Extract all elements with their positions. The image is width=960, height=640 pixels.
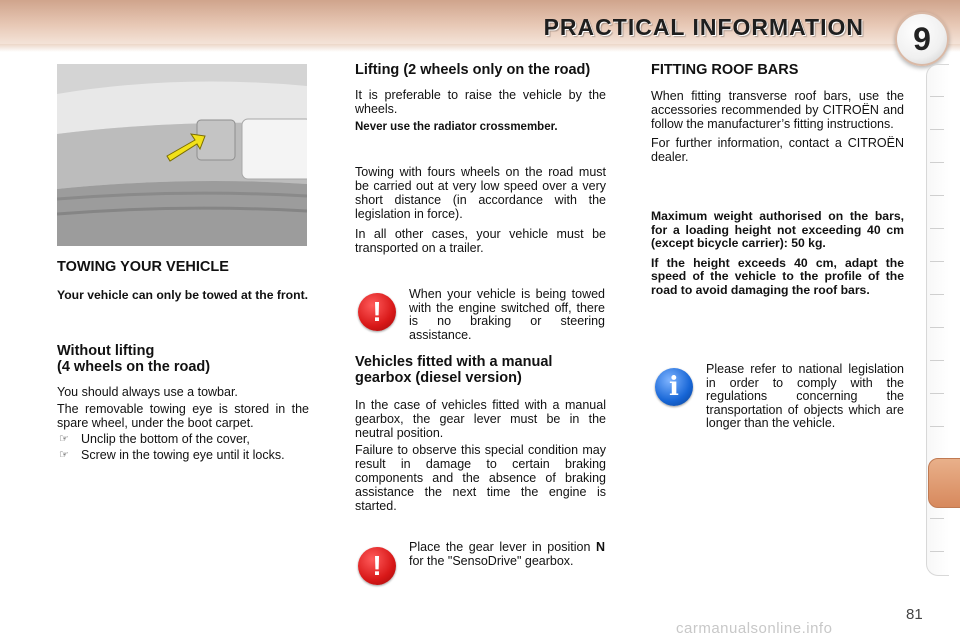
rail-tick xyxy=(930,426,944,427)
without-lifting-heading-line2: (4 wheels on the road) xyxy=(57,358,211,375)
info-note-legislation: Please refer to national legislation in order to comply with the regulations concerning the transportation of objects which are longer than the vehicle. xyxy=(706,362,904,430)
trailer-paragraph: In all other cases, your vehicle must be transported on a trailer. xyxy=(355,226,606,255)
rail-tick xyxy=(930,327,944,328)
lifting-paragraph: It is preferable to raise the vehicle by the wheels. xyxy=(355,88,606,116)
rail-tick xyxy=(930,393,944,394)
rail-tick xyxy=(930,129,944,130)
neutral-paragraph: In the case of vehicles fitted with a manual gearbox, the gear lever must be in the neutral position. xyxy=(355,398,606,440)
four-wheels-paragraph: Towing with fours wheels on the road must be carried out at very low speed over a very short distance (in accordance with the legislation in force). xyxy=(355,164,606,221)
pointing-hand-icon: ☞ xyxy=(59,448,69,461)
roof-bars-heading: FITTING ROOF BARS xyxy=(651,62,799,78)
failure-paragraph: Failure to observe this special condition may result in damage to certain braking components and the absence of braking assistance the next time the engine is started. xyxy=(355,443,606,513)
page-number: 81 xyxy=(906,606,923,623)
speed-note: If the height exceeds 40 cm, adapt the speed of the vehicle to the profile of the road to avoid damaging the roof bars. xyxy=(651,255,904,297)
page-title: PRACTICAL INFORMATION xyxy=(543,14,864,40)
list-item xyxy=(57,448,309,462)
middle-column-top xyxy=(355,62,606,262)
steps-list xyxy=(57,432,309,462)
warning-note-towed: When your vehicle is being towed with the engine switched off, there is no braking or steering assistance. xyxy=(409,287,605,342)
radiator-warning: Never use the radiator crossmember. xyxy=(355,121,558,133)
gear-position-key: N xyxy=(595,540,605,554)
rail-tick xyxy=(930,162,944,163)
rail-tick xyxy=(930,96,944,97)
right-column xyxy=(651,62,904,304)
pointing-hand-icon: ☞ xyxy=(59,432,69,445)
bumper-illustration xyxy=(57,64,307,246)
rail-tick xyxy=(930,195,944,196)
towing-eye-photo xyxy=(57,64,307,246)
middle-column-bottom xyxy=(355,354,606,520)
info-icon: i xyxy=(655,368,693,406)
left-column xyxy=(57,259,309,464)
roof-bars-paragraph: When fitting transverse roof bars, use the accessories recommended by CITROËN and follow the manufacturer’s fitting instructions. xyxy=(651,89,904,131)
rail-tick xyxy=(930,551,944,552)
gear-note-text: Place the gear lever in position xyxy=(409,540,596,554)
warning-note-gear xyxy=(409,541,605,568)
lifting-heading: Lifting (2 wheels only on the road) xyxy=(355,62,591,78)
rail-tick xyxy=(930,518,944,519)
max-weight-note: Maximum weight authorised on the bars, for a loading height not exceeding 40 cm (except bicycle carrier): 50 kg. xyxy=(651,209,904,250)
watermark: carmanualsonline.info xyxy=(676,620,833,637)
towing-front-note: Your vehicle can only be towed at the front. xyxy=(57,288,309,302)
chapter-tab-active[interactable] xyxy=(928,458,960,508)
gear-note-text: for the "SensoDrive" gearbox. xyxy=(409,553,574,568)
header-band-shadow xyxy=(0,44,960,52)
towing-eye-paragraph: The removable towing eye is stored in the spare wheel, under the boot carpet. xyxy=(57,401,309,430)
dealer-paragraph: For further information, contact a CITROËN dealer. xyxy=(651,136,904,164)
towing-heading: TOWING YOUR VEHICLE xyxy=(57,259,229,275)
step-text: Screw in the towing eye until it locks. xyxy=(81,447,285,462)
step-text: Unclip the bottom of the cover, xyxy=(81,431,250,446)
without-lifting-heading-line1: Without lifting xyxy=(57,342,155,359)
rail-tick xyxy=(930,228,944,229)
chapter-badge: 9 xyxy=(895,12,949,66)
list-item xyxy=(57,432,309,446)
manual-gearbox-heading: Vehicles fitted with a manual gearbox (diesel version) xyxy=(355,354,553,386)
towbar-paragraph: You should always use a towbar. xyxy=(57,384,238,399)
warning-icon: ! xyxy=(358,293,396,331)
warning-icon: ! xyxy=(358,547,396,585)
rail-tick xyxy=(930,360,944,361)
rail-tick xyxy=(930,294,944,295)
rail-tick xyxy=(930,261,944,262)
